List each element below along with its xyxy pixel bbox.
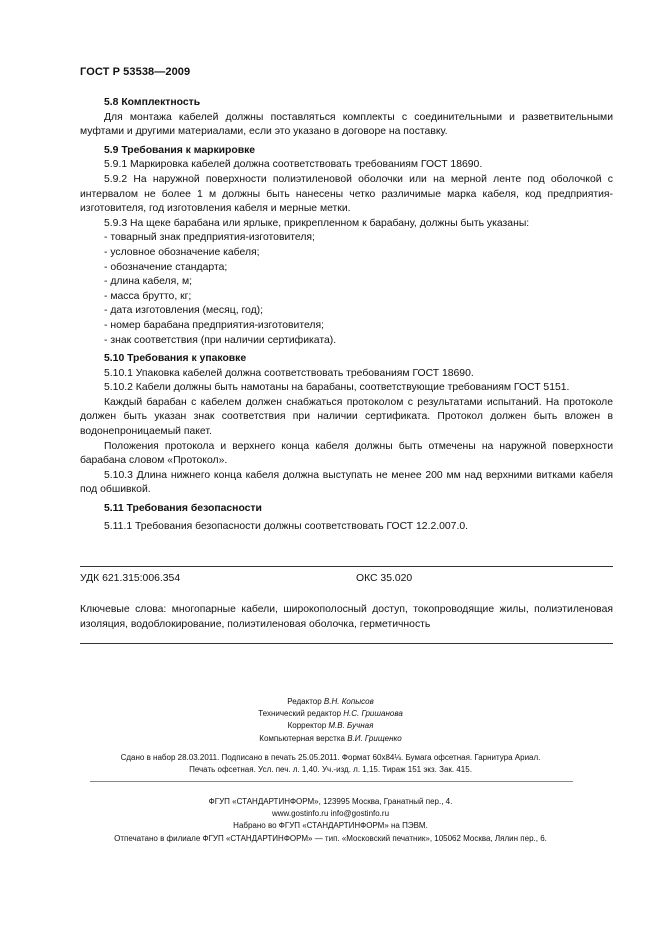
credits-block [0,696,661,745]
credit-corrector: Корректор М.В. Бучная [287,721,374,731]
publisher-block [0,796,661,845]
list-item: - обозначение стандарта; [104,261,228,273]
page-header-standard: ГОСТ Р 53538—2009 [80,66,191,78]
udk-code: УДК 621.315:006.354 [80,573,181,584]
section-heading: 5.11 Требования безопасности [104,503,262,515]
paragraph: Каждый барабан с кабелем должен снабжаться протоколом с результатами испытаний. На протоколе должен быть указан знак соответствия при наличии сертификата. Протокол должен быть вложен в водонепроницаемый пакет. [80,396,613,438]
print-line-1: Сдано в набор 28.03.2011. Подписано в печать 25.05.2011. Формат 60x84⅛. Бумага офсетная. Гарнитура Ариал. [120,753,541,762]
paragraph: 5.9.1 Маркировка кабелей должна соответствовать требованиям ГОСТ 18690. [104,159,483,171]
credit-tech-editor: Технический редактор Н.С. Гришанова [258,709,403,719]
list-item: - условное обозначение кабеля; [104,246,260,258]
paragraph: 5.10.3 Длина нижнего конца кабеля должна выступать не менее 200 мм над верхними витками кабеля под обшивкой. [80,469,613,496]
paragraph: 5.9.3 На щеке барабана или ярлыке, прикрепленном к барабану, должны быть указаны: [104,217,530,229]
oks-code: ОКС 35.020 [356,573,413,584]
paragraph: 5.9.2 На наружной поверхности полиэтиленовой оболочки или на мерной ленте под оболочкой с интервалом не более 1 м должны быть нанесены четко различимые марка кабеля, код предприятия-изготовителя, год изготовления кабеля и мерные метки. [80,173,613,215]
credit-editor: Редактор В.Н. Копысов [287,697,374,706]
print-details [0,752,661,776]
publisher-line-3: Набрано во ФГУП «СТАНДАРТИНФОРМ» на ПЭВМ. [233,821,428,831]
publisher-line-2: www.gostinfo.ru info@gostinfo.ru [271,809,390,819]
list-item: - знак соответствия (при наличии сертификата). [104,334,337,346]
list-item: - дата изготовления (месяц, год); [104,305,263,317]
paragraph: 5.10.1 Упаковка кабелей должна соответствовать требованиям ГОСТ 18690. [104,367,474,379]
publisher-line-4: Отпечатано в филиале ФГУП «СТАНДАРТИНФОРМ» — тип. «Московский печатник», 105062 Москва, Лялин пер., 6. [114,833,547,843]
credits-divider [90,781,573,782]
divider-bottom [80,643,613,644]
list-item: - товарный знак предприятия-изготовителя; [104,232,315,244]
paragraph: Для монтажа кабелей должны поставляться комплекты с соединительными и разветвительными муфтами и другими материалами, если это указано в договоре на поставку. [80,111,613,138]
paragraph: Положения протокола и верхнего конца кабеля должны быть отмечены на наружной поверхности барабана словом «Протокол». [80,440,613,467]
publisher-line-1: ФГУП «СТАНДАРТИНФОРМ», 123995 Москва, Гранатный пер., 4. [208,797,453,806]
section-heading: 5.10 Требования к упаковке [104,353,247,365]
document-body [80,96,613,534]
divider-top [80,566,613,567]
paragraph: 5.10.2 Кабели должны быть намотаны на барабаны, соответствующие требованиям ГОСТ 5151. [104,382,570,394]
credit-layout: Компьютерная верстка В.И. Грищенко [259,733,402,743]
section-heading: 5.8 Комплектность [104,97,201,108]
print-line-2: Печать офсетная. Усл. печ. л. 1,40. Уч.-изд. л. 1,15. Тираж 151 экз. Зак. 415. [189,765,472,775]
list-item: - масса брутто, кг; [104,290,192,302]
keywords: Ключевые слова: многопарные кабели, широкополосный доступ, токопроводящие жилы, полиэтиленовая изоляция, водоблокирование, полиэтиленовая оболочка, герметичность [80,604,613,630]
paragraph: 5.11.1 Требования безопасности должны соответствовать ГОСТ 12.2.007.0. [104,520,469,532]
list-item: - номер барабана предприятия-изготовителя; [104,319,324,331]
section-heading: 5.9 Требования к маркировке [104,144,256,156]
list-item: - длина кабеля, м; [104,276,192,288]
